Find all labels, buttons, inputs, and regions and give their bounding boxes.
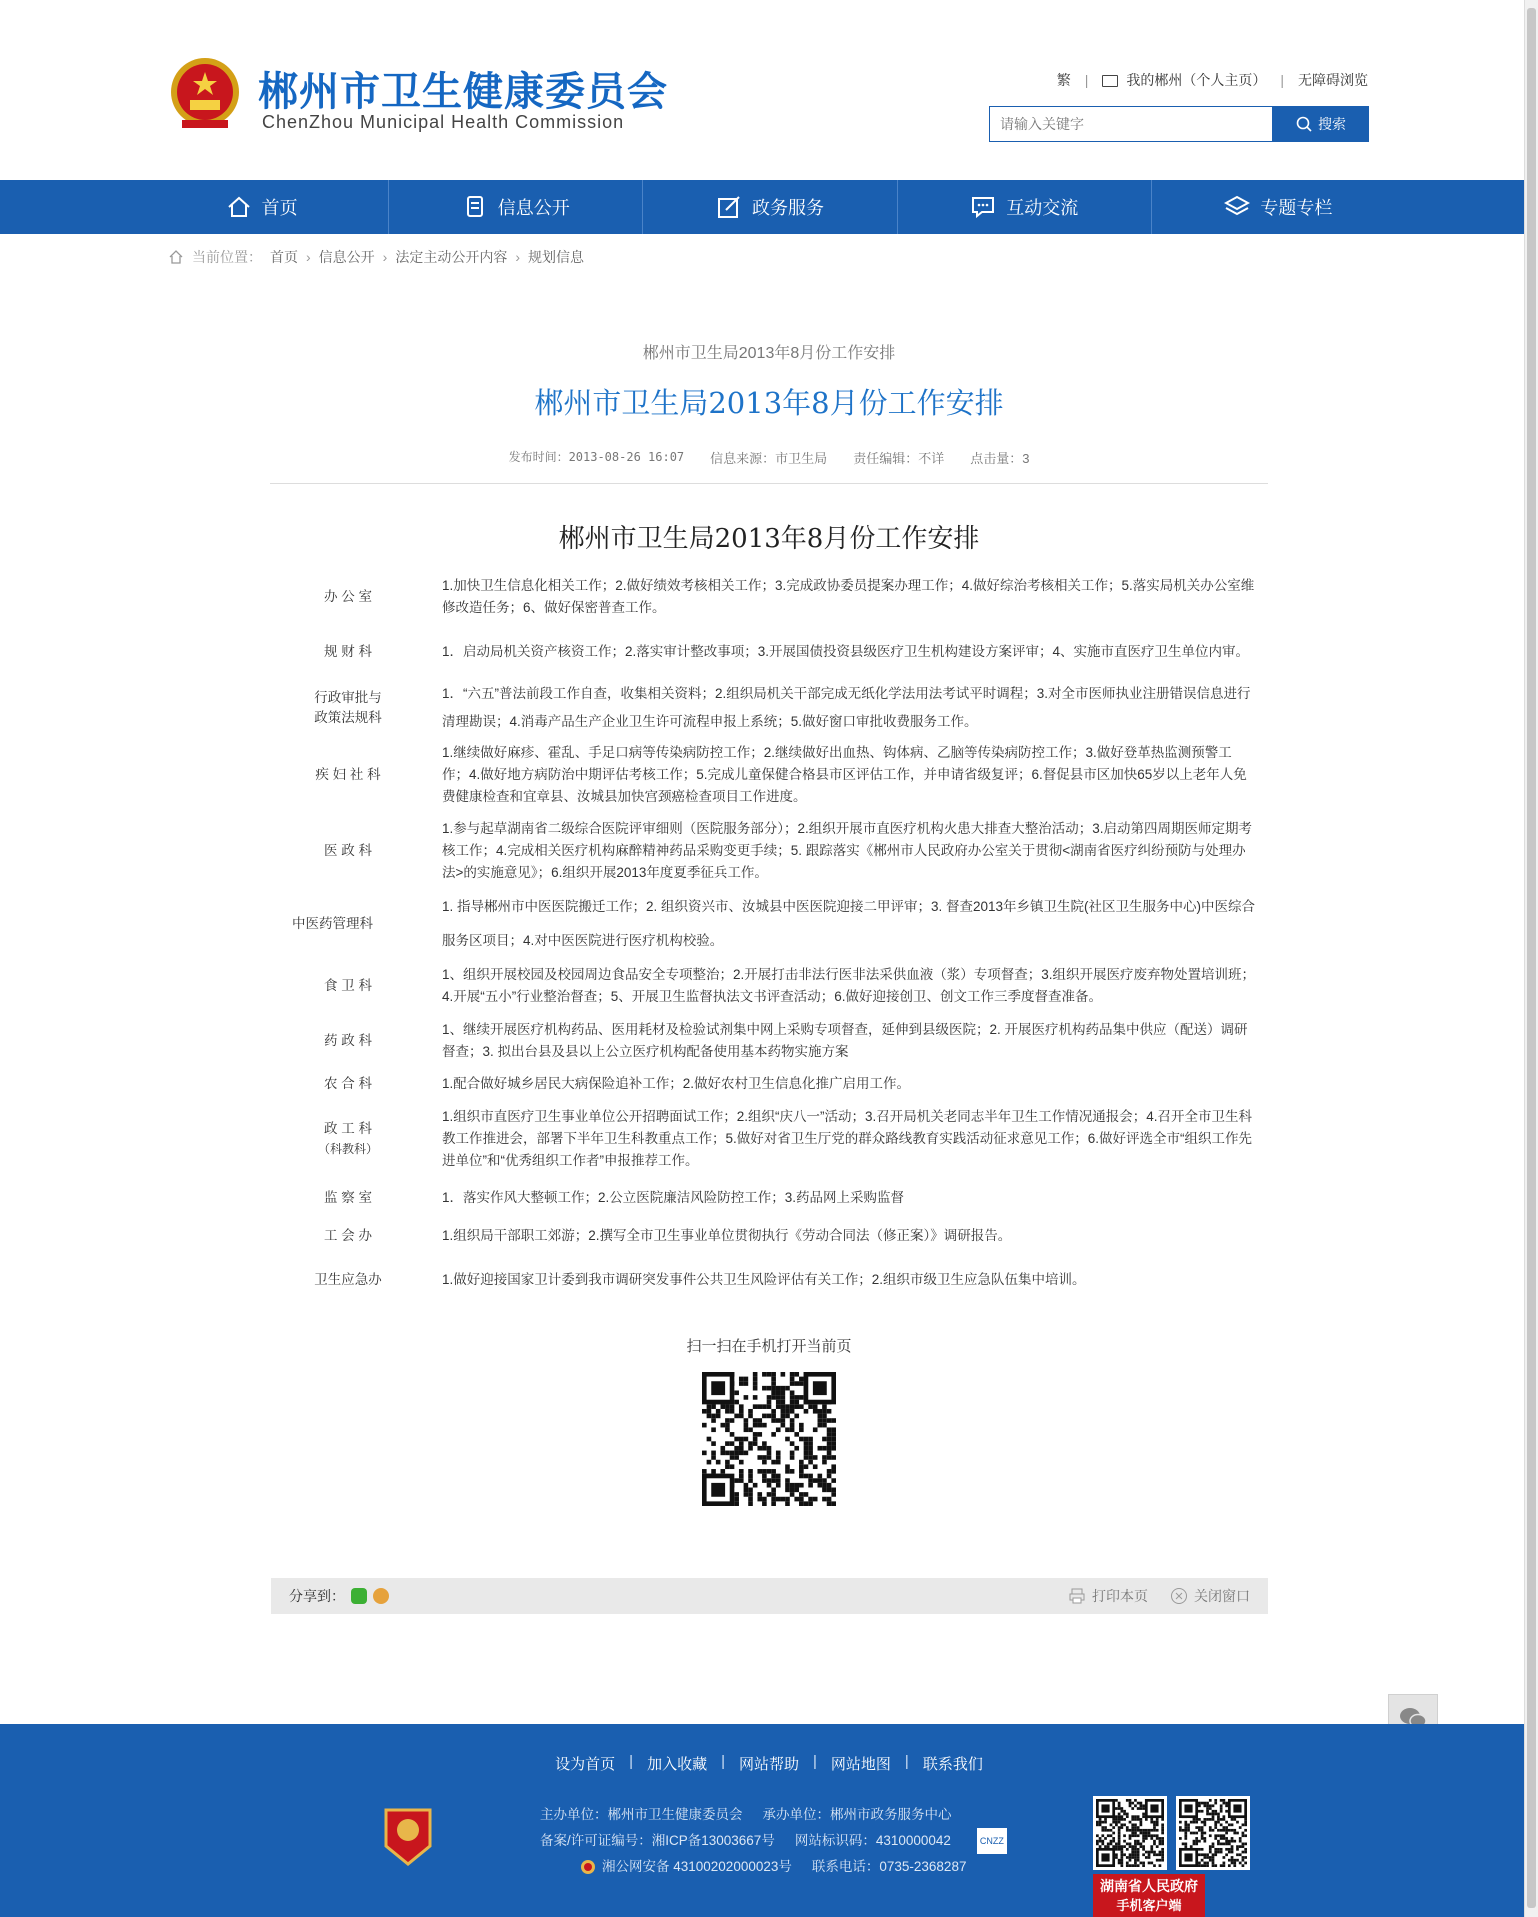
document-icon — [462, 194, 488, 220]
table-row — [270, 569, 1268, 625]
task-cell: 1、继续开展医疗机构药品、医用耗材及检验试剂集中网上采购专项督查，延伸到县级医院；2. 开展医疗机构药品集中供应（配送）调研督查；3. 拟出台县及县以上公立医疗机构配备使用基本药物实施方案 — [442, 1022, 1248, 1059]
weibo-share-icon[interactable] — [373, 1588, 389, 1604]
chevron-right-icon: › — [382, 249, 388, 265]
edit-icon — [716, 194, 742, 220]
breadcrumb — [168, 247, 584, 267]
article — [270, 340, 1268, 1506]
footer-link[interactable]: 网站地图 — [830, 1756, 891, 1773]
qr-code-image — [702, 1372, 836, 1506]
national-emblem-icon — [168, 54, 242, 134]
table-row — [270, 1013, 1268, 1069]
dept-cell: 食 卫 科 — [323, 978, 372, 993]
app-qr-code — [1176, 1796, 1250, 1870]
dept-cell: 规 财 科 — [323, 644, 372, 659]
table-row — [270, 813, 1268, 889]
table-row — [270, 889, 1268, 959]
scrollbar[interactable] — [1524, 0, 1538, 1917]
police-record: 湘公网安备 43100202000023号 — [602, 1859, 792, 1874]
hunan-line1: 湖南省人民政府 — [1100, 1878, 1198, 1894]
print-label: 打印本页 — [1092, 1588, 1148, 1604]
icp-link[interactable]: 备案/许可证编号：湘ICP备13003667号 — [540, 1833, 775, 1848]
dept-cell: 农 合 科 — [323, 1076, 372, 1091]
dept-cell: 卫生应急办 — [314, 1272, 382, 1287]
work-plan-table — [270, 569, 1268, 1305]
site-title[interactable]: 郴州市卫生健康委员会 — [258, 69, 668, 115]
print-button[interactable] — [1068, 1586, 1148, 1606]
layers-icon — [1224, 194, 1250, 220]
task-cell: 1．落实作风大整顿工作；2.公立医院廉洁风险防控工作；3.药品网上采购监督 — [442, 1190, 905, 1205]
qr-label: 扫一扫在手机打开当前页 — [686, 1338, 852, 1355]
footer-link[interactable]: 联系我们 — [922, 1756, 983, 1773]
table-row — [270, 1069, 1268, 1099]
document-title: 郴州市卫生局2013年8月份工作安排 — [558, 524, 980, 554]
dept-cell: 医 政 科 — [323, 843, 372, 858]
printer-icon — [1068, 1587, 1086, 1605]
task-cell: 1．“六五”普法前段工作自查，收集相关资料；2.组织局机关干部完成无纸化学法用法考试平时调程；3.对全市医师执业注册错误信息进行清理勘误；4.消毒产品生产企业卫生许可流程申报上系统；5.做好窗口审批收费服务工作。 — [442, 686, 1251, 729]
nav-item-gov-service[interactable] — [643, 180, 897, 234]
search-icon — [1296, 116, 1312, 132]
separator: | — [1084, 72, 1089, 88]
task-cell: 1.参与起草湖南省二级综合医院评审细则（医院服务部分）；2.组织开展市直医疗机构火患大排查大整治活动；3.启动第四周期医师定期考核工作；4.完成相关医疗机构麻醉精神药品采购变更手续；5. 跟踪落实《郴州市人民政府办公室关于贯彻<湖南省医疗纠纷预防与处理办法>的实施意见》；6.组织开展2013年度夏季征兵工作。 — [442, 821, 1253, 880]
task-cell: 1．启动局机关资产核资工作；2.落实审计整改事项；3.开展国债投资县级医疗卫生机构建设方案评审；4、实施市直医疗卫生单位内审。 — [442, 644, 1250, 659]
task-cell: 1.做好迎接国家卫计委到我市调研突发事件公共卫生风险评估有关工作；2.组织市级卫生应急队伍集中培训。 — [442, 1272, 1086, 1287]
separator: | — [1280, 72, 1284, 88]
nav-item-info-disclosure[interactable] — [389, 180, 643, 234]
task-cell: 1.加快卫生信息化相关工作；2.做好绩效考核相关工作；3.完成政协委员提案办理工作；4.做好综治考核相关工作；5.落实局机关办公室维修改造任务；6、做好保密普查工作。 — [442, 578, 1255, 615]
home-icon — [168, 249, 184, 265]
share-bar — [271, 1578, 1268, 1614]
footer — [0, 1724, 1538, 1917]
footer-info — [540, 1802, 1007, 1880]
police-link[interactable] — [580, 1854, 792, 1880]
publish-time: 发布时间：2013-08-26 16:07 — [508, 450, 685, 464]
search-box — [989, 106, 1369, 142]
dept-cell: 行政审批与政策法规科 — [314, 690, 382, 725]
wechat-qr-code — [1093, 1796, 1167, 1870]
dept-cell: 疾 妇 社 科 — [315, 767, 381, 782]
nav-item-home[interactable] — [135, 180, 389, 234]
table-row — [270, 1099, 1268, 1179]
breadcrumb-item[interactable]: 法定主动公开内容 — [395, 249, 508, 265]
monitor-icon — [1102, 75, 1118, 87]
footer-link[interactable]: 设为首页 — [555, 1756, 616, 1773]
sponsor: 主办单位：郴州市卫生健康委员会 — [540, 1807, 743, 1822]
police-badge-icon — [580, 1859, 596, 1875]
close-label: 关闭窗口 — [1194, 1588, 1250, 1604]
header — [0, 0, 1538, 180]
party-gov-badge-icon[interactable] — [382, 1806, 434, 1868]
site-subtitle: ChenZhou Municipal Health Commission — [262, 112, 625, 132]
organizer: 承办单位：郴州市政务服务中心 — [762, 1807, 952, 1822]
task-cell: 1. 指导郴州市中医医院搬迁工作；2. 组织资兴市、汝城县中医医院迎接二甲评审；3. 督查2013年乡镇卫生院(社区卫生服务中心)中医综合服务区项目；4.对中医医院进行医疗机构校验。 — [442, 899, 1256, 948]
task-cell: 1.配合做好城乡居民大病保险追补工作；2.做好农村卫生信息化推广启用工作。 — [442, 1076, 911, 1091]
chevron-right-icon: › — [515, 249, 521, 265]
wechat-share-icon[interactable] — [351, 1588, 367, 1604]
task-cell: 1.组织市直医疗卫生事业单位公开招聘面试工作；2.组织“庆八一”活动；3.召开局机关老同志半年卫生工作情况通报会；4.召开全市卫生科教工作推进会，部署下半年卫生科教重点工作；5.做好对省卫生厅党的群众路线教育实践活动征求意见工作；6.做好评选全市“组织工作先进单位”和“优秀组织工作者”申报推荐工作。 — [442, 1109, 1253, 1168]
nav-item-interaction[interactable] — [898, 180, 1152, 234]
nav-label: 首页 — [261, 198, 298, 218]
dept-cell: 办 公 室 — [323, 589, 372, 604]
top-links — [1057, 70, 1368, 90]
info-source: 信息来源：市卫生局 — [710, 451, 828, 466]
footer-link[interactable]: 网站帮助 — [738, 1756, 799, 1773]
table-row — [270, 1179, 1268, 1217]
scrollbar-thumb[interactable] — [1527, 8, 1536, 1908]
breadcrumb-item[interactable]: 规划信息 — [528, 249, 585, 265]
breadcrumb-prefix: 当前位置： — [192, 249, 262, 265]
task-cell: 1.组织局干部职工郊游；2.撰写全市卫生事业单位贯彻执行《劳动合同法（修正案）》调研报告。 — [442, 1228, 1012, 1243]
nav-label: 政务服务 — [752, 198, 824, 218]
table-row — [270, 737, 1268, 813]
table-row — [270, 1217, 1268, 1255]
search-button-label: 搜索 — [1318, 116, 1346, 132]
article-title: 郴州市卫生局2013年8月份工作安排 — [534, 386, 1004, 420]
dept-cell: 中医药管理科 — [292, 916, 373, 931]
chevron-right-icon: › — [306, 249, 311, 265]
footer-link[interactable]: 加入收藏 — [647, 1756, 708, 1773]
dept-note: （科教科） — [317, 1142, 378, 1156]
breadcrumb-item[interactable]: 首页 — [270, 249, 298, 265]
accessibility-link[interactable]: 无障碍浏览 — [1298, 72, 1368, 88]
click-count: 点击量：3 — [970, 451, 1030, 466]
page-qr-code — [270, 1372, 1268, 1506]
breadcrumb-item[interactable]: 信息公开 — [318, 249, 375, 265]
footer-links: 设为首页 | 加入收藏 | 网站帮助 | 网站地图 | 联系我们 — [555, 1753, 983, 1773]
contact-phone: 联系电话：0735-2368287 — [811, 1859, 967, 1874]
divider — [270, 483, 1268, 484]
dept-name: 政 工 科 — [323, 1121, 372, 1136]
hunan-gov-app-badge[interactable] — [1093, 1874, 1205, 1917]
close-icon — [1170, 1587, 1188, 1605]
task-cell: 1、组织开展校园及校园周边食品安全专项整治；2.开展打击非法行医非法采供血液（浆）专项督查；3.组织开展医疗废弃物处置培训班；4.开展“五小”行业整治督查；5、开展卫生监督执法文书评查活动；6.做好迎接创卫、创文工作三季度督查准备。 — [442, 967, 1256, 1004]
task-cell: 1.继续做好麻疹、霍乱、手足口病等传染病防控工作；2.继续做好出血热、钩体病、乙脑等传染病防控工作；3.做好登革热监测预警工作；4.做好地方病防治中期评估考核工作；5.完成儿童保健合格县市区评估工作，并申请省级复评；6.督促县市区加快65岁以上老年人免费健康检查和宜章县、汝城县加快宫颈癌检查项目工作进度。 — [442, 745, 1247, 804]
nav-label: 专题专栏 — [1260, 198, 1333, 218]
editor: 责任编辑：不详 — [853, 451, 945, 466]
table-row — [270, 679, 1268, 737]
dept-cell — [270, 1119, 442, 1159]
table-row — [270, 1255, 1268, 1305]
table-row — [270, 625, 1268, 679]
home-icon — [226, 194, 252, 220]
article-sup-title: 郴州市卫生局2013年8月份工作安排 — [642, 345, 896, 362]
dept-cell: 监 察 室 — [323, 1190, 372, 1205]
table-row — [270, 959, 1268, 1013]
nav-label: 互动交流 — [1006, 198, 1079, 218]
main-nav — [0, 180, 1538, 234]
nav-item-special-topics[interactable] — [1152, 180, 1405, 234]
dept-cell: 工 会 办 — [323, 1228, 372, 1243]
share-label: 分享到： — [289, 1588, 345, 1604]
nav-label: 信息公开 — [497, 198, 570, 218]
search-button[interactable] — [1273, 106, 1369, 142]
site-id: 网站标识码：4310000042 — [794, 1833, 951, 1848]
close-window-button[interactable] — [1170, 1586, 1250, 1606]
search-input[interactable] — [989, 106, 1273, 142]
hunan-line2: 手机客户端 — [1116, 1898, 1182, 1913]
chat-icon — [970, 194, 996, 220]
article-meta — [270, 448, 1268, 467]
cnzz-badge[interactable]: CNZZ — [977, 1828, 1007, 1854]
my-chenzhou-link[interactable]: 我的郴州（个人主页） — [1126, 72, 1267, 88]
traditional-chinese-link[interactable]: 繁 — [1056, 72, 1071, 88]
dept-cell: 药 政 科 — [323, 1033, 372, 1048]
